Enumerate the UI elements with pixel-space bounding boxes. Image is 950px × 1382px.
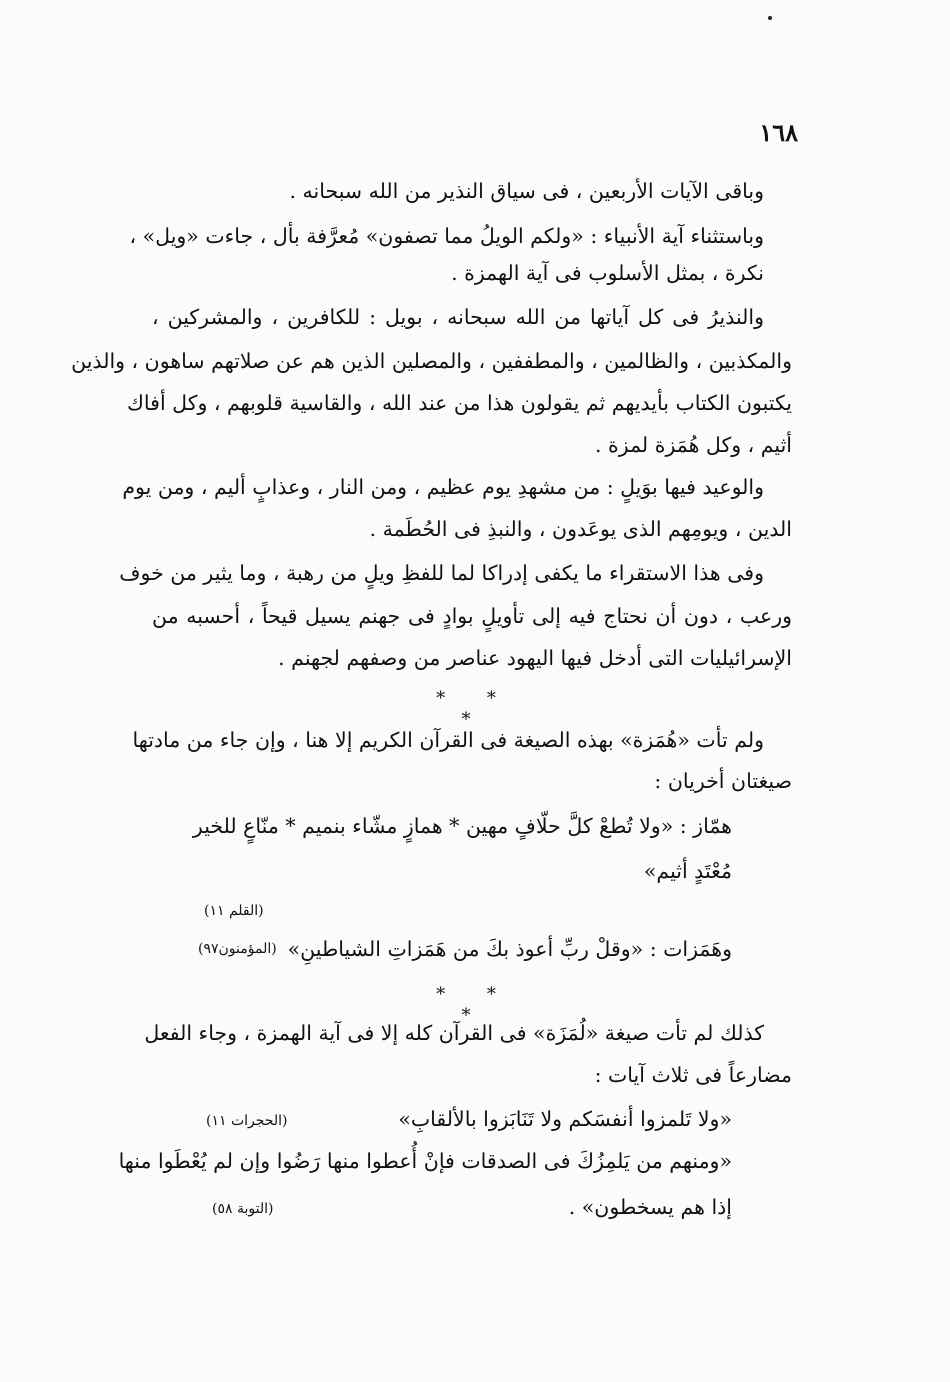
verse-line: إذا هم يسخطون» . <box>568 1195 732 1219</box>
text-line: وباستثناء آية الأنبياء : «ولكم الويلُ مما تصفون» مُعرَّفة بأل ، جاءت «ويل» ، <box>129 224 764 248</box>
text-line: والمكذبين ، والظالمين ، والمطففين ، والمصلين الذين هم عن صلاتهم ساهون ، والذين <box>71 349 792 373</box>
text-line: ورعب ، دون أن نحتاج فيه إلى تأويلٍ بوادٍ فى جهنم يسيل قيحاً ، أحسبه من <box>152 604 792 628</box>
section-separator: * * * <box>436 688 514 730</box>
speck-mark <box>768 16 772 20</box>
text-line: وفى هذا الاستقراء ما يكفى إدراكا لما للفظِ ويلٍ من رهبة ، وما يثير من خوف <box>119 561 764 585</box>
text-line: والنذيرُ فى كل آياتها من الله سبحانه ، بويل : للكافرين ، والمشركين ، <box>152 305 764 329</box>
text-line: مضارعاً فى ثلاث آيات : <box>594 1063 792 1087</box>
verse-reference: (المؤمنون٩٧) <box>198 941 277 957</box>
verse-line: مُعْتَدٍ أثيم» <box>643 859 732 883</box>
verse-line: همّاز : «ولا تُطعْ كلَّ حلّافٍ مهين * همازٍ مشّاء بنميم * منّاعٍ للخير <box>192 814 732 838</box>
text-line: الإسرائيليات التى أدخل فيها اليهود عناصر من وصفهم لجهنم . <box>278 646 792 670</box>
text-line: نكرة ، بمثل الأسلوب فى آية الهمزة . <box>451 261 764 285</box>
text-line: والوعيد فيها بوَيلٍ : من مشهدِ يوم عظيم ، ومن النار ، وعذابٍ أليم ، ومن يوم <box>122 475 764 499</box>
verse-reference: (التوبة ٥٨) <box>212 1201 274 1217</box>
verse-reference: (الحجرات ١١) <box>206 1113 288 1129</box>
section-separator: * * * <box>436 984 514 1026</box>
text-line: ولم تأت «هُمَزة» بهذه الصيغة فى القرآن الكريم إلا هنا ، وإن جاء من مادتها <box>132 728 764 752</box>
verse-reference: (القلم ١١) <box>204 903 264 919</box>
text-line: كذلك لم تأت صيغة «لُمَزَة» فى القرآن كله إلا فى آية الهمزة ، وجاء الفعل <box>144 1021 764 1045</box>
text-line: يكتبون الكتاب بأيديهم ثم يقولون هذا من عند الله ، والقاسية قلوبهم ، وكل أفاك <box>127 391 792 415</box>
verse-line: وهَمَزات : «وقلْ ربِّ أعوذ بكَ من هَمَزاتِ الشياطينِ» <box>287 937 732 961</box>
text-line: صيغتان أخريان : <box>654 769 792 793</box>
page-number: ١٦٨ <box>759 118 798 147</box>
verse-line: «ومنهم من يَلمِزُكَ فى الصدقات فإنْ أُعطوا منها رَضُوا وإن لم يُعْطَوا منها <box>118 1149 732 1173</box>
text-line: أثيم ، وكل هُمَزة لمزة . <box>595 433 792 457</box>
verse-line: «ولا تَلمزوا أنفسَكم ولا تَنَابَزوا بالألقابِ» <box>398 1107 732 1131</box>
text-line: الدين ، ويومِهم الذى يوعَدون ، والنبذِ فى الحُطَمة . <box>369 517 792 541</box>
text-line: وباقى الآيات الأربعين ، فى سياق النذير من الله سبحانه . <box>289 179 764 203</box>
